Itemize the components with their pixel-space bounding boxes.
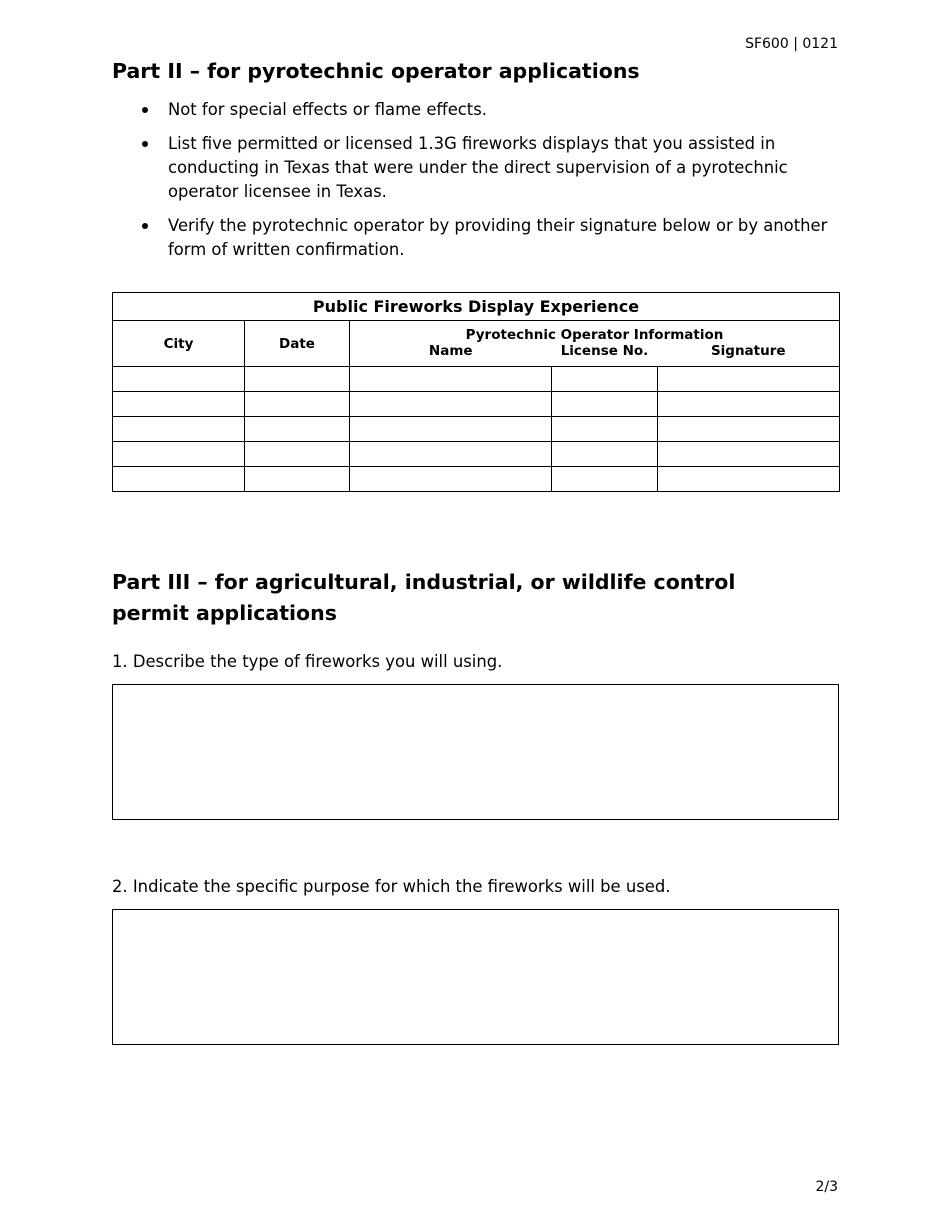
table-row xyxy=(113,467,840,492)
date-cell[interactable] xyxy=(245,442,350,467)
part2-heading: Part II – for pyrotechnic operator applications xyxy=(112,59,640,83)
question-2-label: 2. Indicate the specific purpose for which the fireworks will be used. xyxy=(112,877,671,896)
license-cell[interactable] xyxy=(552,417,658,442)
page-number: 2/3 xyxy=(815,1179,838,1195)
signature-cell[interactable] xyxy=(658,467,840,492)
date-cell[interactable] xyxy=(245,392,350,417)
signature-cell[interactable] xyxy=(658,417,840,442)
signature-cell[interactable] xyxy=(658,367,840,392)
date-cell[interactable] xyxy=(245,417,350,442)
column-header-signature: Signature xyxy=(658,343,840,367)
column-header-city: City xyxy=(113,321,245,367)
instruction-item: Not for special effects or flame effects. xyxy=(112,98,838,122)
date-cell[interactable] xyxy=(245,467,350,492)
city-cell[interactable] xyxy=(113,392,245,417)
signature-cell[interactable] xyxy=(658,442,840,467)
table-row xyxy=(113,367,840,392)
signature-cell[interactable] xyxy=(658,392,840,417)
city-cell[interactable] xyxy=(113,417,245,442)
fireworks-type-field[interactable] xyxy=(112,684,839,820)
city-cell[interactable] xyxy=(113,367,245,392)
table-row xyxy=(113,442,840,467)
table-title: Public Fireworks Display Experience xyxy=(113,293,840,321)
form-code: SF600 | 0121 xyxy=(745,36,838,52)
name-cell[interactable] xyxy=(350,367,552,392)
column-header-name: Name xyxy=(350,343,552,367)
name-cell[interactable] xyxy=(350,417,552,442)
fireworks-experience-table xyxy=(112,292,840,492)
table-row xyxy=(113,392,840,417)
license-cell[interactable] xyxy=(552,467,658,492)
license-cell[interactable] xyxy=(552,367,658,392)
license-cell[interactable] xyxy=(552,392,658,417)
column-header-license: License No. xyxy=(552,343,658,367)
date-cell[interactable] xyxy=(245,367,350,392)
license-cell[interactable] xyxy=(552,442,658,467)
operator-info-header: Pyrotechnic Operator Information xyxy=(350,321,840,344)
name-cell[interactable] xyxy=(350,392,552,417)
part2-instructions xyxy=(112,98,838,272)
instruction-item: List five permitted or licensed 1.3G fireworks displays that you assisted in conducting in Texas that were under the direct supervision of a pyrotechnic operator licensee in Texas. xyxy=(112,132,838,204)
name-cell[interactable] xyxy=(350,467,552,492)
question-1-label: 1. Describe the type of fireworks you will using. xyxy=(112,652,503,671)
instruction-item: Verify the pyrotechnic operator by providing their signature below or by another form of written confirmation. xyxy=(112,214,838,262)
part3-heading: Part III – for agricultural, industrial, or wildlife control permit applications xyxy=(112,570,736,625)
city-cell[interactable] xyxy=(113,467,245,492)
fireworks-purpose-field[interactable] xyxy=(112,909,839,1045)
table-row xyxy=(113,417,840,442)
name-cell[interactable] xyxy=(350,442,552,467)
column-header-date: Date xyxy=(245,321,350,367)
city-cell[interactable] xyxy=(113,442,245,467)
